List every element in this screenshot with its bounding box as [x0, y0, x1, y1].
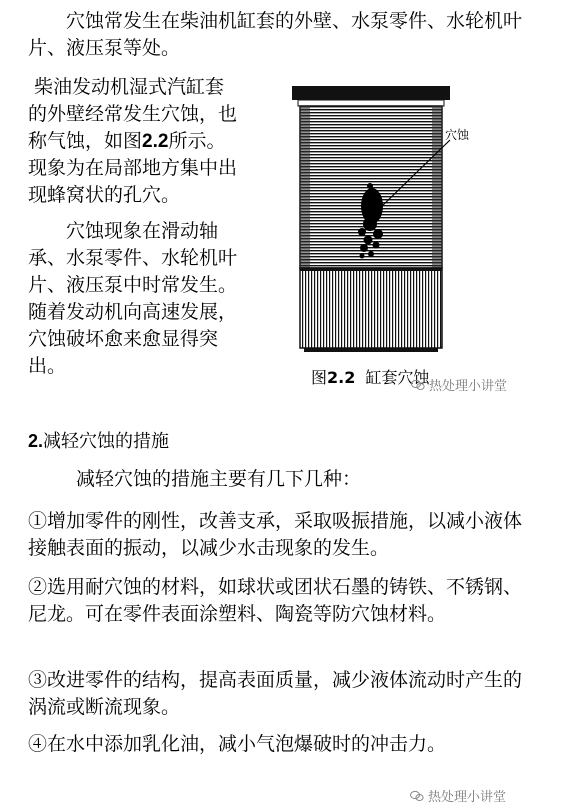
intro-paragraph: 穴蚀常发生在柴油机缸套的外壁、水泵零件、水轮机叶片、液压泵等处。 [28, 10, 523, 59]
measure-item-4: ④在水中添加乳化油，减小气泡爆破时的冲击力。 [28, 733, 447, 755]
wechat-icon [410, 790, 424, 802]
liner-top-flange [292, 86, 450, 100]
liner-lower-body [300, 268, 442, 348]
measure-item-3: ③改进零件的结构，提高表面质量，减少液体流动时产生的涡流或断流现象。 [28, 669, 523, 718]
pitting-label: 穴蚀 [445, 128, 470, 142]
measures-lead: 减轻穴蚀的措施主要有几下几种： [76, 468, 362, 490]
watermark-bottom [410, 786, 506, 805]
paragraph-occurrence: 穴蚀现象在滑动轴承、水泵零件、水轮机叶片、液压泵中时常发生。随着发动机向高速发展，穴蚀破坏愈来愈显得突出。 [28, 220, 238, 377]
watermark-mid [411, 375, 507, 394]
left-column-text [28, 74, 238, 380]
measure-item-1: ①增加零件的刚性，改善支承，采取吸振措施，以减小液体接触表面的振动，以减少水击现象的发生。 [28, 510, 523, 559]
section-heading [28, 428, 169, 455]
measure-item-2: ②选用耐穴蚀的材料，如球状或团状石墨的铸铁、不锈钢、尼龙。可在零件表面涂塑料、陶瓷等防穴蚀材料。 [28, 576, 523, 625]
paragraph-text-cont: 所示。现象为在局部地方集中出现蜂窝状的孔穴。 [28, 130, 238, 206]
figure-reference: 2.2 [142, 131, 169, 152]
wechat-icon [411, 379, 425, 391]
paragraph-text: 柴油发动机湿式汽缸套的外壁经常发生穴蚀，也称气蚀，如图 [28, 76, 238, 152]
caption-prefix: 图 [311, 368, 328, 387]
heading-text: 减轻穴蚀的措施 [43, 431, 170, 451]
watermark-text: 热处理小讲堂 [428, 790, 507, 805]
paragraph-cylinder-liner [28, 74, 238, 209]
cylinder-liner-figure [290, 82, 458, 360]
caption-number: 2.2 [327, 368, 356, 387]
heading-number: 2. [28, 431, 44, 451]
watermark-text: 热处理小讲堂 [429, 379, 508, 394]
caption-text: 缸套穴蚀 [365, 368, 430, 387]
